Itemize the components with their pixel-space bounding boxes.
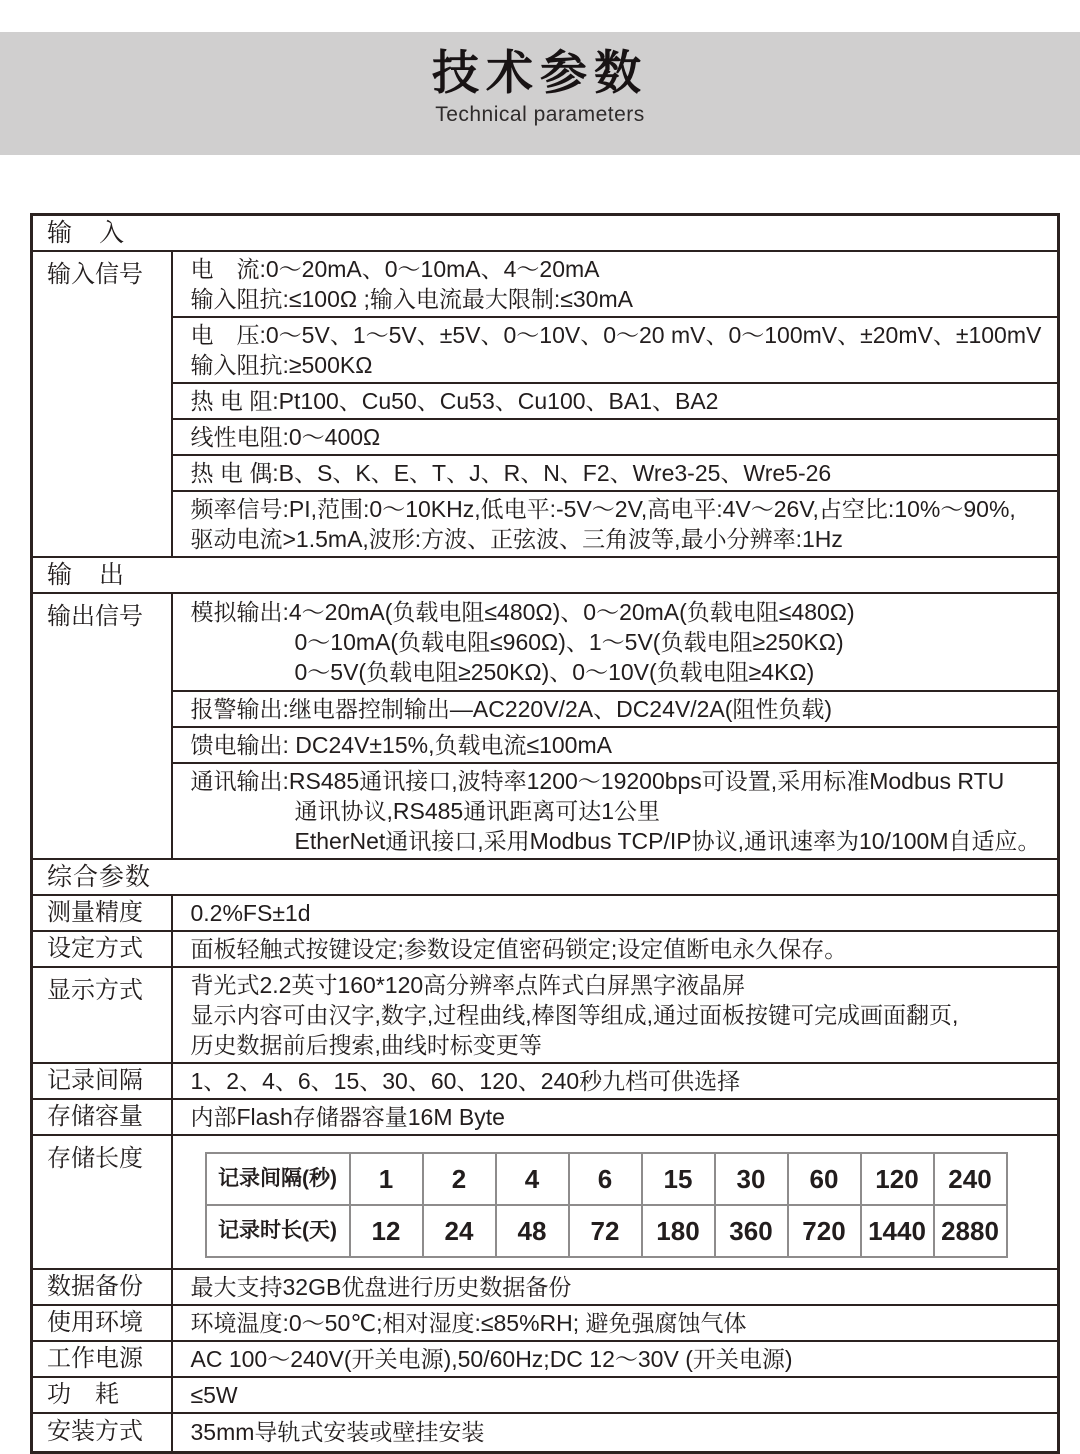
row-label-record-interval: 记录间隔 xyxy=(32,1063,172,1099)
table-row xyxy=(32,317,1059,383)
table-row xyxy=(32,1341,1059,1377)
table-row xyxy=(32,1413,1059,1452)
cell-output-communication xyxy=(172,763,1059,859)
cell-input-frequency xyxy=(172,491,1059,557)
duration-cell: 1440 xyxy=(861,1205,934,1257)
output-comm-line1: 通讯输出:RS485通讯接口,波特率1200～19200bps可设置,采用标准Modbus RTU xyxy=(190,768,1005,794)
row-label-backup: 数据备份 xyxy=(32,1269,172,1305)
interval-cell: 6 xyxy=(569,1153,642,1205)
display-line3: 历史数据前后搜索,曲线时标变更等 xyxy=(190,1032,542,1058)
input-frequency-line1: 频率信号:PI,范围:0～10KHz,低电平:-5V～2V,高电平:4V～26V,占空比:10%～90%, xyxy=(190,496,1016,522)
table-row xyxy=(32,419,1059,455)
table-row xyxy=(32,491,1059,557)
output-analog-line3: 0～5V(负载电阻≥250KΩ)、0～10V(负载电阻≥4KΩ) xyxy=(294,659,815,685)
table-row xyxy=(32,1099,1059,1135)
section-row-general xyxy=(32,859,1059,895)
table-row xyxy=(32,1269,1059,1305)
input-rtd-text: 热 电 阻:Pt100、Cu50、Cu53、Cu100、BA1、BA2 xyxy=(190,388,719,414)
row-label-environment: 使用环境 xyxy=(32,1305,172,1341)
page-subtitle: Technical parameters xyxy=(435,103,645,126)
duration-cell: 360 xyxy=(715,1205,788,1257)
cell-output-alarm xyxy=(172,691,1059,727)
output-analog-line2: 0～10mA(负载电阻≤960Ω)、1～5V(负载电阻≥250KΩ) xyxy=(294,629,844,655)
interval-cell: 15 xyxy=(642,1153,715,1205)
environment-value: 环境温度:0～50℃;相对湿度:≤85%RH; 避免强腐蚀气体 xyxy=(190,1310,747,1336)
backup-value: 最大支持32GB优盘进行历史数据备份 xyxy=(190,1274,572,1300)
cell-output-analog xyxy=(172,593,1059,691)
interval-cell: 4 xyxy=(496,1153,569,1205)
table-row xyxy=(32,251,1059,317)
cell-accuracy xyxy=(172,895,1059,931)
output-feed-text: 馈电输出: DC24V±15%,负载电流≤100mA xyxy=(190,732,612,758)
interval-cell: 120 xyxy=(861,1153,934,1205)
section-header-general: 综合参数 xyxy=(32,859,1059,895)
table-row xyxy=(32,455,1059,491)
cell-input-voltage xyxy=(172,317,1059,383)
cell-storage-length xyxy=(172,1135,1059,1269)
row-label-consumption: 功 耗 xyxy=(32,1377,172,1413)
row-label-storage-capacity: 存储容量 xyxy=(32,1099,172,1135)
power-supply-value: AC 100～240V(开关电源),50/60Hz;DC 12～30V (开关电源) xyxy=(190,1346,793,1372)
table-row xyxy=(32,931,1059,967)
table-row xyxy=(32,383,1059,419)
storage-duration-row xyxy=(206,1205,1007,1257)
record-interval-value: 1、2、4、6、15、30、60、120、240秒九档可供选择 xyxy=(190,1068,741,1094)
input-voltage-line1: 电 压:0～5V、1～5V、±5V、0～10V、0～20 mV、0～100mV、±20mV、±100mV xyxy=(190,322,1042,348)
storage-duration-label: 记录时长(天) xyxy=(206,1205,350,1257)
input-voltage-line2: 输入阻抗:≥500KΩ xyxy=(190,352,373,378)
duration-cell: 2880 xyxy=(934,1205,1007,1257)
spec-table xyxy=(30,213,1060,1454)
setting-value: 面板轻触式按键设定;参数设定值密码锁定;设定值断电永久保存。 xyxy=(190,936,848,962)
accuracy-value: 0.2%FS±1d xyxy=(190,900,311,926)
cell-installation xyxy=(172,1413,1059,1452)
interval-cell: 1 xyxy=(350,1153,423,1205)
row-label-setting: 设定方式 xyxy=(32,931,172,967)
cell-setting xyxy=(172,931,1059,967)
cell-backup xyxy=(172,1269,1059,1305)
table-row xyxy=(32,763,1059,859)
interval-cell: 30 xyxy=(715,1153,788,1205)
input-linear-resistance-text: 线性电阻:0～400Ω xyxy=(190,424,381,450)
storage-interval-label: 记录间隔(秒) xyxy=(206,1153,350,1205)
interval-cell: 60 xyxy=(788,1153,861,1205)
output-comm-line3: EtherNet通讯接口,采用Modbus TCP/IP协议,通讯速率为10/100M自适应。 xyxy=(294,828,1041,854)
cell-environment xyxy=(172,1305,1059,1341)
table-row xyxy=(32,593,1059,691)
section-header-input: 输 入 xyxy=(32,215,1059,252)
output-comm-line2: 通讯协议,RS485通讯距离可达1公里 xyxy=(294,798,661,824)
cell-display xyxy=(172,967,1059,1063)
table-row xyxy=(32,895,1059,931)
cell-record-interval xyxy=(172,1063,1059,1099)
row-label-storage-length: 存储长度 xyxy=(32,1135,172,1269)
row-label-accuracy: 测量精度 xyxy=(32,895,172,931)
input-current-line2: 输入阻抗:≤100Ω ;输入电流最大限制:≤30mA xyxy=(190,286,633,312)
input-thermocouple-text: 热 电 偶:B、S、K、E、T、J、R、N、F2、Wre3-25、Wre5-26 xyxy=(190,460,832,486)
display-line1: 背光式2.2英寸160*120高分辨率点阵式白屏黑字液晶屏 xyxy=(190,972,746,998)
cell-input-linear-resistance xyxy=(172,419,1059,455)
consumption-value: ≤5W xyxy=(190,1382,238,1408)
duration-cell: 24 xyxy=(423,1205,496,1257)
table-row xyxy=(32,1377,1059,1413)
cell-power-supply xyxy=(172,1341,1059,1377)
cell-output-feed xyxy=(172,727,1059,763)
storage-length-table xyxy=(205,1152,1008,1258)
cell-input-current xyxy=(172,251,1059,317)
duration-cell: 180 xyxy=(642,1205,715,1257)
input-frequency-line2: 驱动电流>1.5mA,波形:方波、正弦波、三角波等,最小分辨率:1Hz xyxy=(190,526,843,552)
table-row xyxy=(32,691,1059,727)
row-label-installation: 安装方式 xyxy=(32,1413,172,1452)
cell-input-rtd xyxy=(172,383,1059,419)
table-row xyxy=(32,1135,1059,1269)
section-row-output xyxy=(32,557,1059,593)
section-header-output: 输 出 xyxy=(32,557,1059,593)
title-band xyxy=(0,32,1080,155)
table-row xyxy=(32,1305,1059,1341)
output-alarm-text: 报警输出:继电器控制输出—AC220V/2A、DC24V/2A(阻性负载) xyxy=(190,696,833,722)
row-label-power-supply: 工作电源 xyxy=(32,1341,172,1377)
interval-cell: 2 xyxy=(423,1153,496,1205)
storage-interval-row xyxy=(206,1153,1007,1205)
page-title: 技术参数 xyxy=(432,46,648,99)
output-analog-line1: 模拟输出:4～20mA(负载电阻≤480Ω)、0～20mA(负载电阻≤480Ω) xyxy=(190,599,855,625)
display-line2: 显示内容可由汉字,数字,过程曲线,棒图等组成,通过面板按键可完成画面翻页, xyxy=(190,1002,959,1028)
input-current-line1: 电 流:0～20mA、0～10mA、4～20mA xyxy=(190,256,600,282)
duration-cell: 72 xyxy=(569,1205,642,1257)
cell-input-thermocouple xyxy=(172,455,1059,491)
table-row xyxy=(32,1063,1059,1099)
row-label-display: 显示方式 xyxy=(32,967,172,1063)
row-label-input-signal: 输入信号 xyxy=(32,251,172,557)
cell-consumption xyxy=(172,1377,1059,1413)
cell-storage-capacity xyxy=(172,1099,1059,1135)
section-row-input xyxy=(32,215,1059,252)
storage-capacity-value: 内部Flash存储器容量16M Byte xyxy=(190,1104,505,1130)
interval-cell: 240 xyxy=(934,1153,1007,1205)
duration-cell: 48 xyxy=(496,1205,569,1257)
duration-cell: 720 xyxy=(788,1205,861,1257)
table-row xyxy=(32,967,1059,1063)
row-label-output-signal: 输出信号 xyxy=(32,593,172,859)
table-row xyxy=(32,727,1059,763)
duration-cell: 12 xyxy=(350,1205,423,1257)
installation-value: 35mm导轨式安装或壁挂安装 xyxy=(190,1419,485,1446)
